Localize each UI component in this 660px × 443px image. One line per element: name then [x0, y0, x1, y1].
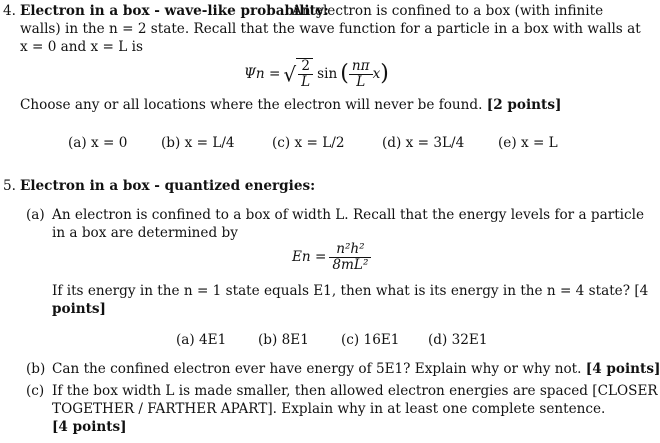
q5b-text: Can the confined electron ever have energy of 5E1? Explain why or why not. [4 points] [52, 361, 660, 377]
q4-option-b[interactable]: (b) x = L/4 [161, 135, 235, 151]
q4-line2: walls) in the n = 2 state. Recall that the wave function for a particle in a box with walls at [20, 21, 641, 37]
q5-number: 5. [3, 178, 16, 194]
q4-arg-var: x [372, 66, 381, 82]
q5a-line3: If its energy in the n = 1 state equals E1, then what is its energy in the n = 4 state? [4 [52, 283, 649, 299]
q5a-option-a[interactable]: (a) 4E1 [176, 332, 227, 348]
q5a-line2: in a box are determined by [52, 225, 238, 241]
q4-option-e[interactable]: (e) x = L [498, 135, 558, 151]
q5a-option-b[interactable]: (b) 8E1 [258, 332, 309, 348]
q5b-label: (b) [26, 361, 46, 377]
q5c-label: (c) [26, 383, 45, 399]
q4-arg-num: nπ [349, 59, 373, 75]
q4-sqrt-den: L [301, 74, 311, 90]
q4-option-a[interactable]: (a) x = 0 [68, 135, 128, 151]
q5a-line4: points] [52, 301, 106, 317]
q4-title: Electron in a box - wave-like probability: [20, 3, 329, 19]
q4-arg-den: L [356, 73, 366, 90]
q5-eq-den: 8mL² [332, 256, 369, 273]
q5a-line1: An electron is confined to a box of width L. Recall that the energy levels for a particle [52, 207, 645, 223]
q5-energy-equation [292, 238, 371, 276]
q5-eq-lhs: En = [292, 249, 327, 265]
q4-wave-equation: Ψn = √ $\frac{2}{L}$ sin ( $\frac{n\pi}{L}$ x ) [244, 57, 389, 90]
q5-eq-num: n²h² [329, 242, 371, 258]
q4-eq-func: sin [317, 66, 338, 82]
q4-option-c[interactable]: (c) x = L/2 [272, 135, 345, 151]
q5c-line1: If the box width L is made smaller, then allowed electron energies are spaced [CLOSER [52, 383, 658, 399]
q4-option-d[interactable]: (d) x = 3L/4 [382, 135, 465, 151]
q4-prompt: Choose any or all locations where the electron will never be found. [2 points] [20, 97, 562, 113]
q5a-option-c[interactable]: (c) 16E1 [341, 332, 400, 348]
sqrt-symbol: √ $\frac{2}{L}$ [283, 58, 313, 90]
q4-points: [2 points] [486, 97, 562, 113]
q5a-label: (a) [26, 207, 45, 223]
q5-title: Electron in a box - quantized energies: [20, 178, 316, 194]
q4-eq-lhs: Ψn = [244, 66, 281, 82]
q4-line1: An electron is confined to a box (with infinite [292, 3, 604, 19]
q4-line3: x = 0 and x = L is [20, 39, 143, 55]
q4-sqrt-num: 2 [298, 59, 313, 75]
q5a-option-d[interactable]: (d) 32E1 [428, 332, 488, 348]
q5b-points: [4 points] [585, 361, 660, 377]
q4-number: 4. [3, 3, 16, 19]
q5c-line2: TOGETHER / FARTHER APART]. Explain why in at least one complete sentence. [52, 401, 606, 417]
q5c-line3: [4 points] [52, 419, 127, 435]
